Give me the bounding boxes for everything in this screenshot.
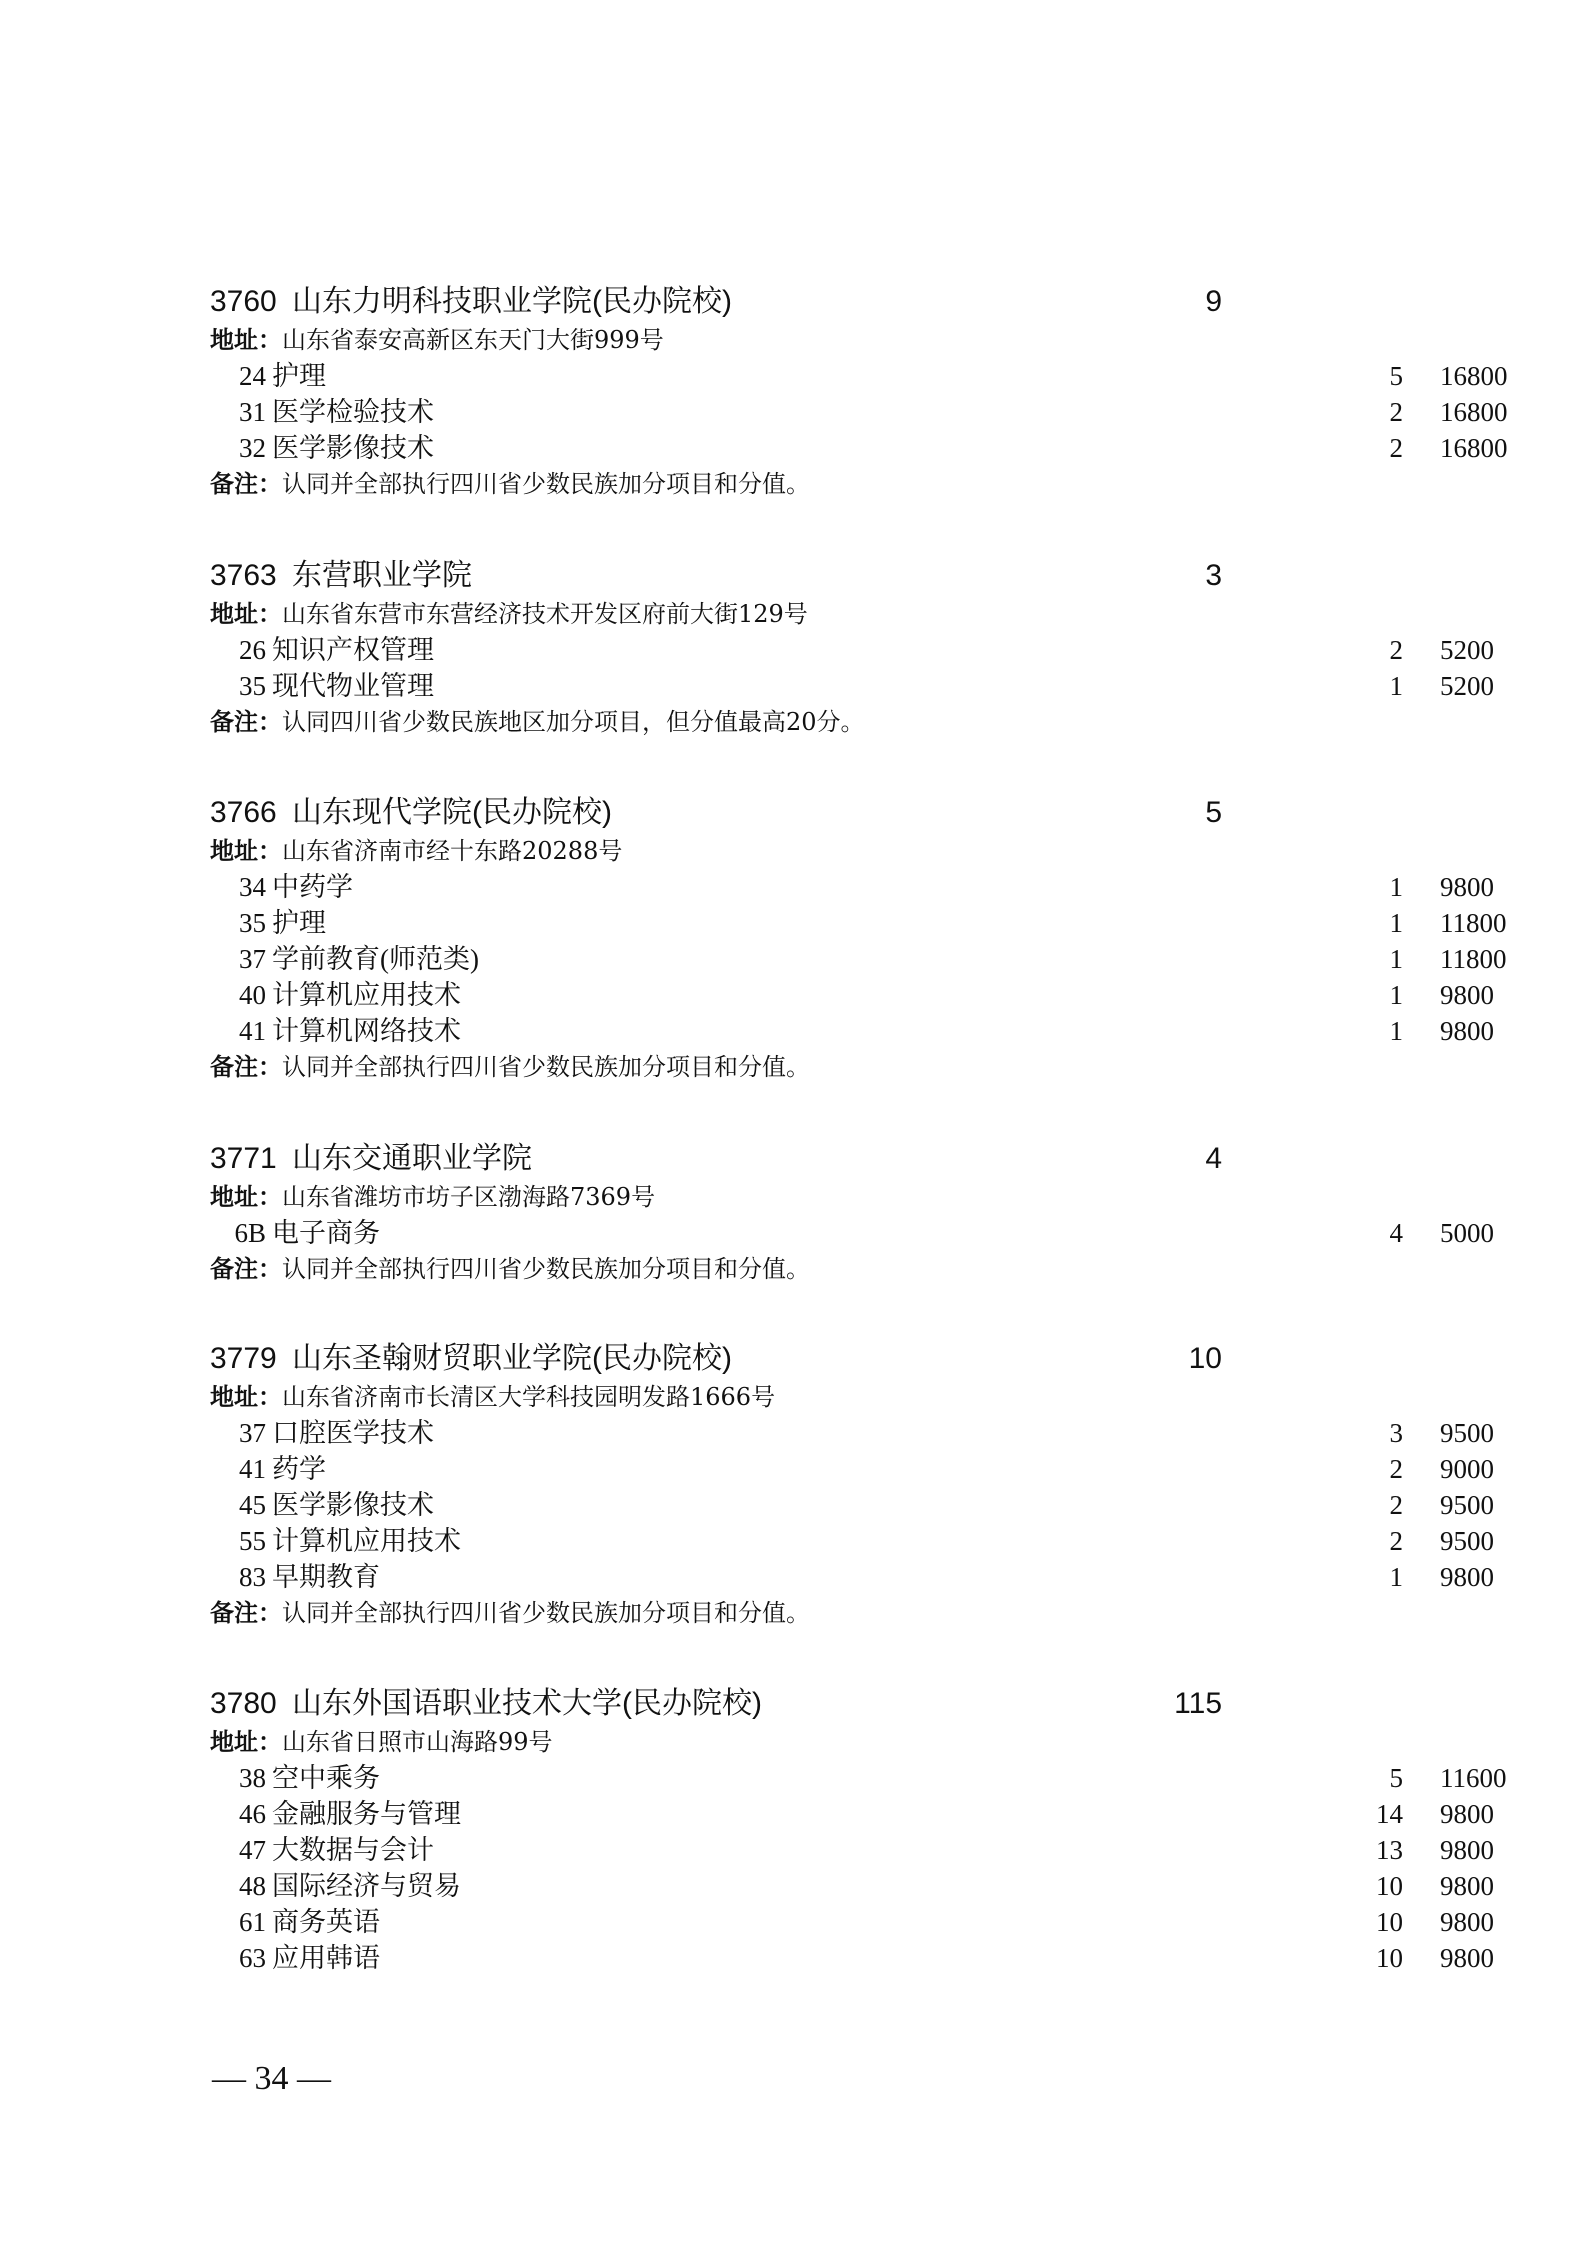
major-code: 26	[239, 635, 266, 665]
school-note	[210, 466, 1350, 502]
major-count: 10	[1376, 1943, 1403, 1973]
school-header	[210, 1339, 1350, 1379]
major-row	[210, 1523, 1494, 1559]
major-name: 计算机应用技术	[272, 980, 461, 1010]
major-count: 5	[1389, 1763, 1403, 1793]
school-block	[210, 1339, 1494, 1631]
major-fee: 9500	[1440, 1490, 1494, 1520]
major-name: 知识产权管理	[272, 635, 434, 665]
major-name: 口腔医学技术	[272, 1418, 434, 1448]
major-fee: 9800	[1440, 1799, 1494, 1829]
major-count: 1	[1389, 908, 1403, 938]
major-row	[210, 977, 1494, 1013]
note-label: 备注：	[210, 1255, 282, 1283]
major-name: 金融服务与管理	[272, 1799, 461, 1829]
address-text: 山东省日照市山海路99号	[282, 1728, 553, 1756]
school-note	[210, 1595, 1350, 1631]
major-fee: 11800	[1440, 944, 1507, 974]
major-code: 34	[239, 872, 266, 902]
major-row	[210, 1796, 1494, 1832]
school-code: 3771	[210, 1142, 277, 1175]
note-label: 备注：	[210, 708, 282, 736]
school-code: 3760	[210, 285, 277, 318]
major-count: 10	[1376, 1907, 1403, 1937]
school-code: 3763	[210, 559, 277, 592]
major-fee: 9500	[1440, 1526, 1494, 1556]
major-code: 47	[239, 1835, 266, 1865]
school-code: 3780	[210, 1687, 277, 1720]
major-row	[210, 394, 1508, 430]
page-number: — 34 —	[212, 2060, 331, 2097]
school-block	[210, 556, 1494, 740]
address-label: 地址：	[210, 837, 282, 865]
school-header	[210, 793, 1350, 833]
major-count: 2	[1389, 397, 1403, 427]
major-name: 计算机应用技术	[272, 1526, 461, 1556]
major-count: 1	[1389, 980, 1403, 1010]
school-code: 3766	[210, 796, 277, 829]
major-code: 32	[239, 433, 266, 463]
major-count: 5	[1389, 361, 1403, 391]
school-header	[210, 1139, 1350, 1179]
major-code: 55	[239, 1526, 266, 1556]
major-name: 中药学	[272, 872, 353, 902]
major-row	[210, 1451, 1494, 1487]
major-name: 早期教育	[272, 1562, 380, 1592]
note-text: 认同四川省少数民族地区加分项目，但分值最高20分。	[282, 708, 865, 736]
school-name: 山东圣翰财贸职业学院(民办院校)	[292, 1342, 732, 1375]
major-count: 1	[1389, 944, 1403, 974]
note-label: 备注：	[210, 1599, 282, 1627]
major-code: 63	[239, 1943, 266, 1973]
major-code: 35	[239, 908, 266, 938]
school-block	[210, 1139, 1494, 1287]
address-text: 山东省东营市东营经济技术开发区府前大街129号	[282, 600, 808, 628]
major-row	[210, 1940, 1494, 1976]
major-count: 1	[1389, 671, 1403, 701]
major-code: 24	[239, 361, 266, 391]
major-count: 2	[1389, 1454, 1403, 1484]
major-code: 38	[239, 1763, 266, 1793]
major-code: 48	[239, 1871, 266, 1901]
note-label: 备注：	[210, 470, 282, 498]
major-name: 国际经济与贸易	[272, 1871, 461, 1901]
major-name: 商务英语	[272, 1907, 380, 1937]
major-code: 40	[239, 980, 266, 1010]
major-name: 药学	[272, 1454, 326, 1484]
major-fee: 9500	[1440, 1418, 1494, 1448]
major-count: 2	[1389, 433, 1403, 463]
major-fee: 9800	[1440, 980, 1494, 1010]
major-fee: 9000	[1440, 1454, 1494, 1484]
major-row	[210, 358, 1508, 394]
major-name: 应用韩语	[272, 1943, 380, 1973]
major-count: 13	[1376, 1835, 1403, 1865]
address-label: 地址：	[210, 1728, 282, 1756]
school-name: 山东外国语职业技术大学(民办院校)	[292, 1687, 762, 1720]
school-header	[210, 556, 1350, 596]
major-code: 37	[239, 1418, 266, 1448]
major-count: 2	[1389, 1490, 1403, 1520]
school-address	[210, 1724, 1350, 1760]
major-code: 35	[239, 671, 266, 701]
major-name: 计算机网络技术	[272, 1016, 461, 1046]
major-row	[210, 1415, 1494, 1451]
major-count: 1	[1389, 872, 1403, 902]
address-text: 山东省泰安高新区东天门大街999号	[282, 326, 664, 354]
major-fee: 5000	[1440, 1218, 1494, 1248]
address-text: 山东省济南市长清区大学科技园明发路1666号	[282, 1383, 776, 1411]
major-code: 46	[239, 1799, 266, 1829]
major-fee: 9800	[1440, 1943, 1494, 1973]
major-row	[210, 1904, 1494, 1940]
major-name: 医学影像技术	[272, 1490, 434, 1520]
major-row	[210, 1013, 1494, 1049]
major-fee: 9800	[1440, 1562, 1494, 1592]
school-code: 3779	[210, 1342, 277, 1375]
major-count: 1	[1389, 1016, 1403, 1046]
school-address	[210, 322, 1350, 358]
major-code: 6B	[234, 1218, 266, 1248]
major-name: 医学影像技术	[272, 433, 434, 463]
major-row	[210, 1868, 1494, 1904]
major-fee: 16800	[1440, 433, 1508, 463]
major-fee: 9800	[1440, 1871, 1494, 1901]
school-note	[210, 704, 1350, 740]
school-name: 山东交通职业学院	[292, 1142, 532, 1175]
major-name: 空中乘务	[272, 1763, 380, 1793]
address-label: 地址：	[210, 1383, 282, 1411]
school-total: 4	[1205, 1142, 1222, 1175]
note-text: 认同并全部执行四川省少数民族加分项目和分值。	[282, 1255, 810, 1283]
major-code: 45	[239, 1490, 266, 1520]
school-block	[210, 1684, 1507, 1976]
major-name: 电子商务	[272, 1218, 380, 1248]
major-fee: 9800	[1440, 1016, 1494, 1046]
major-fee: 11600	[1440, 1763, 1507, 1793]
major-code: 37	[239, 944, 266, 974]
major-row	[210, 1487, 1494, 1523]
school-total: 115	[1174, 1687, 1222, 1720]
major-code: 31	[239, 397, 266, 427]
note-text: 认同并全部执行四川省少数民族加分项目和分值。	[282, 1599, 810, 1627]
school-header	[210, 282, 1350, 322]
school-address	[210, 596, 1350, 632]
major-count: 3	[1389, 1418, 1403, 1448]
note-text: 认同并全部执行四川省少数民族加分项目和分值。	[282, 1053, 810, 1081]
note-label: 备注：	[210, 1053, 282, 1081]
major-count: 1	[1389, 1562, 1403, 1592]
major-name: 大数据与会计	[272, 1835, 434, 1865]
school-address	[210, 1179, 1350, 1215]
major-count: 2	[1389, 635, 1403, 665]
major-row	[210, 1559, 1494, 1595]
major-fee: 16800	[1440, 361, 1508, 391]
major-code: 41	[239, 1016, 266, 1046]
major-count: 14	[1376, 1799, 1403, 1829]
major-name: 护理	[272, 908, 326, 938]
major-fee: 9800	[1440, 1835, 1494, 1865]
address-text: 山东省潍坊市坊子区渤海路7369号	[282, 1183, 656, 1211]
school-total: 5	[1205, 796, 1222, 829]
address-label: 地址：	[210, 326, 282, 354]
school-address	[210, 833, 1350, 869]
major-fee: 5200	[1440, 635, 1494, 665]
major-row	[210, 869, 1494, 905]
major-row	[210, 632, 1494, 668]
major-row	[210, 1832, 1494, 1868]
school-total: 3	[1205, 559, 1222, 592]
school-total: 10	[1188, 1342, 1222, 1375]
major-fee: 9800	[1440, 872, 1494, 902]
address-label: 地址：	[210, 1183, 282, 1211]
major-fee: 9800	[1440, 1907, 1494, 1937]
school-block	[210, 793, 1507, 1085]
major-fee: 5200	[1440, 671, 1494, 701]
major-row	[210, 430, 1508, 466]
address-label: 地址：	[210, 600, 282, 628]
school-address	[210, 1379, 1350, 1415]
school-note	[210, 1049, 1350, 1085]
major-fee: 16800	[1440, 397, 1508, 427]
school-note	[210, 1251, 1350, 1287]
school-block	[210, 282, 1508, 502]
major-name: 医学检验技术	[272, 397, 434, 427]
major-name: 现代物业管理	[272, 671, 434, 701]
major-code: 83	[239, 1562, 266, 1592]
school-total: 9	[1205, 285, 1222, 318]
major-name: 护理	[272, 361, 326, 391]
major-row	[210, 905, 1507, 941]
major-row	[210, 1215, 1494, 1251]
major-fee: 11800	[1440, 908, 1507, 938]
major-count: 2	[1389, 1526, 1403, 1556]
note-text: 认同并全部执行四川省少数民族加分项目和分值。	[282, 470, 810, 498]
major-count: 10	[1376, 1871, 1403, 1901]
major-name: 学前教育(师范类)	[272, 944, 479, 974]
major-code: 61	[239, 1907, 266, 1937]
address-text: 山东省济南市经十东路20288号	[282, 837, 623, 865]
major-row	[210, 1760, 1507, 1796]
school-name: 东营职业学院	[292, 559, 472, 592]
major-code: 41	[239, 1454, 266, 1484]
major-row	[210, 668, 1494, 704]
school-name: 山东现代学院(民办院校)	[292, 796, 612, 829]
school-header	[210, 1684, 1350, 1724]
school-name: 山东力明科技职业学院(民办院校)	[292, 285, 732, 318]
major-count: 4	[1389, 1218, 1403, 1248]
major-row	[210, 941, 1507, 977]
